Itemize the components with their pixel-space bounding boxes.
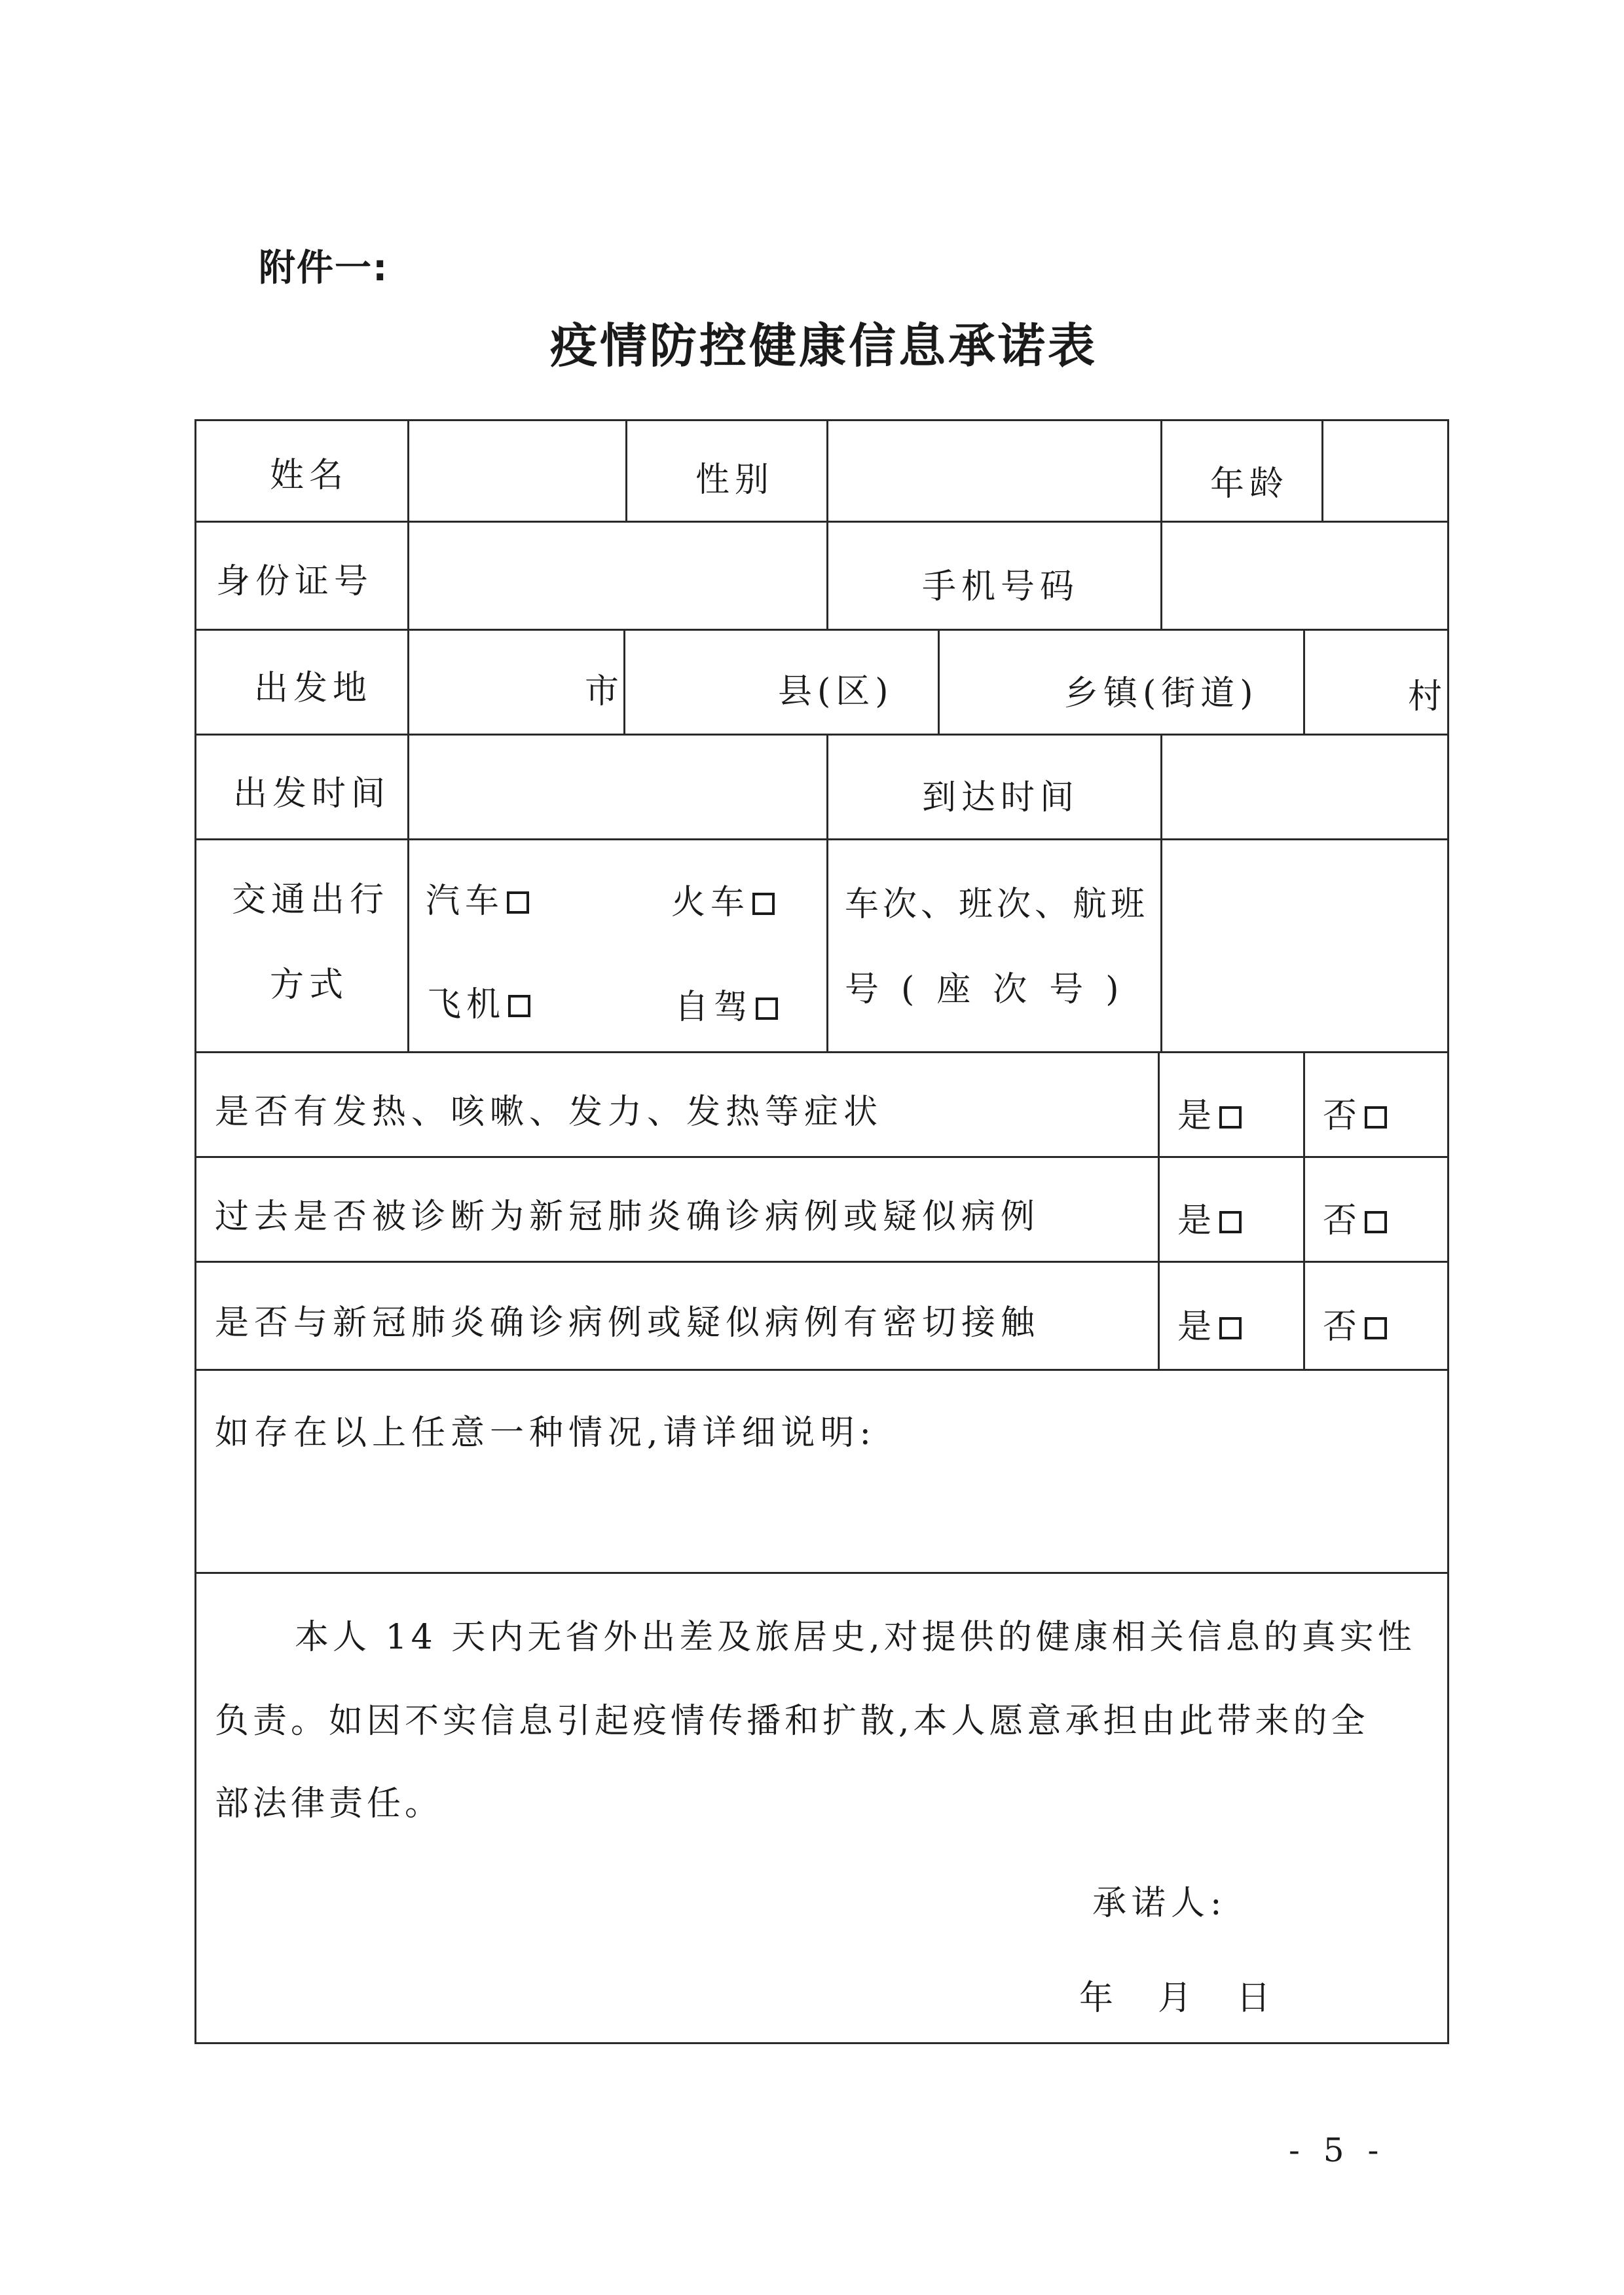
transport-label: 交通出行 <box>232 880 390 920</box>
explain-label: 如存在以上任意一种情况,请详细说明: <box>215 1413 877 1453</box>
origin-town-suffix: 乡镇(街道) <box>1064 674 1259 713</box>
pledge-line-2: 负责。如因不实信息引起疫情传播和扩散,本人愿意承担由此带来的全 <box>215 1702 1369 1741</box>
yes-checkbox[interactable] <box>1219 1211 1242 1233</box>
question-contact-no[interactable]: 否 <box>1323 1310 1387 1344</box>
trip-number-label: 车次、班次、航班 <box>845 885 1149 924</box>
transport-label-2: 方式 <box>270 965 349 1005</box>
car-checkbox[interactable] <box>507 891 529 914</box>
origin-label: 出发地 <box>254 669 373 708</box>
self-drive-checkbox[interactable] <box>756 998 778 1020</box>
pledge-line-3: 部法律责任。 <box>215 1784 443 1823</box>
question-symptoms-no[interactable]: 否 <box>1323 1099 1387 1133</box>
question-contact: 是否与新冠肺炎确诊病例或疑似病例有密切接触 <box>215 1303 1041 1343</box>
page-title: 疫情防控健康信息承诺表 <box>550 318 1098 373</box>
phone-label: 手机号码 <box>922 567 1080 606</box>
question-symptoms-yes[interactable]: 是 <box>1177 1099 1242 1133</box>
trip-number-field[interactable] <box>1163 841 1445 1049</box>
phone-field[interactable] <box>1163 523 1445 627</box>
trip-number-label-2: 号(座次号) <box>845 970 1141 1009</box>
plane-checkbox[interactable] <box>508 995 530 1017</box>
age-label: 年龄 <box>1210 464 1289 504</box>
name-field[interactable] <box>410 422 623 519</box>
transport-option-plane[interactable]: 飞机 <box>427 988 530 1022</box>
origin-county-suffix: 县(区) <box>778 672 894 711</box>
explain-field[interactable] <box>197 1461 1445 1569</box>
yes-checkbox[interactable] <box>1219 1106 1242 1129</box>
date-field[interactable] <box>1079 1981 1407 2021</box>
origin-village-suffix: 村 <box>1408 677 1448 717</box>
id-number-field[interactable] <box>410 523 824 627</box>
arrive-time-field[interactable] <box>1163 736 1445 836</box>
attachment-label: 附件一: <box>259 247 389 289</box>
page-number: - 5 - <box>1289 2131 1386 2169</box>
transport-option-train[interactable]: 火车 <box>671 886 775 920</box>
question-symptoms: 是否有发热、咳嗽、发力、发热等症状 <box>215 1092 883 1132</box>
arrive-time-label: 到达时间 <box>922 778 1080 817</box>
question-diagnosed-yes[interactable]: 是 <box>1177 1204 1242 1238</box>
no-checkbox[interactable] <box>1365 1211 1387 1233</box>
age-field[interactable] <box>1324 422 1445 519</box>
depart-time-field[interactable] <box>410 736 824 836</box>
yes-checkbox[interactable] <box>1219 1317 1242 1339</box>
question-diagnosed: 过去是否被诊断为新冠肺炎确诊病例或疑似病例 <box>215 1197 1041 1237</box>
question-contact-yes[interactable]: 是 <box>1177 1310 1242 1344</box>
date-month: 月 <box>1158 1979 1198 2018</box>
id-number-label: 身份证号 <box>216 562 374 601</box>
transport-option-self-drive[interactable]: 自驾 <box>674 990 778 1024</box>
question-diagnosed-no[interactable]: 否 <box>1323 1204 1387 1238</box>
depart-time-label: 出发时间 <box>233 774 391 813</box>
pledge-line-1: 本人 14 天内无省外出差及旅居史,对提供的健康相关信息的真实性 <box>295 1618 1416 1657</box>
gender-field[interactable] <box>829 422 1158 519</box>
date-day: 日 <box>1236 1979 1276 2018</box>
no-checkbox[interactable] <box>1365 1317 1387 1339</box>
date-year: 年 <box>1079 1979 1119 2018</box>
transport-option-car[interactable]: 汽车 <box>426 884 529 918</box>
gender-label: 性别 <box>695 460 775 500</box>
origin-city-suffix: 市 <box>585 672 625 711</box>
signature-field[interactable] <box>1231 1876 1428 1929</box>
train-checkbox[interactable] <box>752 893 775 915</box>
signer-label: 承诺人: <box>1092 1884 1227 1923</box>
name-label: 姓名 <box>270 456 349 495</box>
no-checkbox[interactable] <box>1365 1106 1387 1129</box>
